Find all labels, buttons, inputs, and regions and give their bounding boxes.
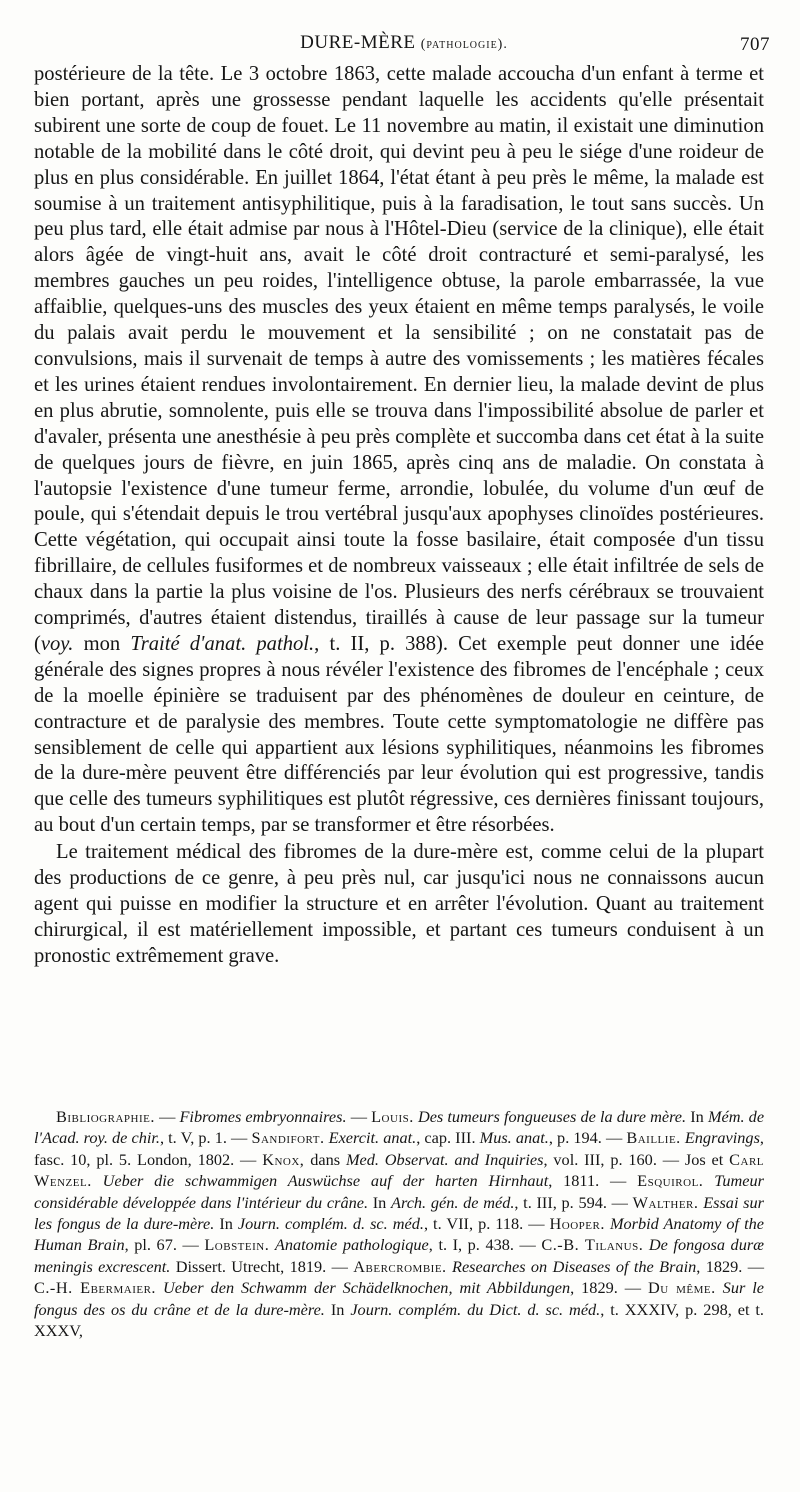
biblio-author: Hooper. <box>549 1214 605 1234</box>
page-header <box>34 30 774 60</box>
biblio-author: Du même. <box>647 1278 716 1298</box>
biblio-author: Walther. <box>632 1192 699 1212</box>
biblio-title: Mus. anat. <box>479 1128 549 1148</box>
running-title-sub: (pathologie). <box>420 37 508 52</box>
biblio-text: , t. XXXIV, p. 298, et t. XXXV, <box>34 1299 765 1341</box>
biblio-author: Carl Wenzel. <box>34 1149 765 1191</box>
biblio-author: Abercrombie. <box>353 1256 447 1276</box>
biblio-text: In <box>686 1107 708 1126</box>
biblio-text: , p. 194. — <box>548 1128 627 1148</box>
biblio-text: , cap. III. <box>416 1128 480 1148</box>
biblio-text: , 1811. — <box>548 1171 638 1191</box>
paragraph-1 <box>34 62 764 839</box>
biblio-title: Exercit. anat. <box>328 1128 417 1148</box>
biblio-text: , vol. III, p. 160. — Jos et <box>543 1149 730 1169</box>
biblio-title: Essai sur les fongus de la dure-mère. <box>34 1192 764 1234</box>
paragraph-1-part-1: postérieure de la tête. Le 3 octobre 1863, cette malade accoucha d'un enfant à terme et bien portant, après une grossesse pendant laquelle les accidents qu'elle présentait subirent une sorte de coup de fouet. Le 11 novembre au matin, il existait une diminution notable de la mobilité dans le côté droit, qui devint peu à peu le siége d'une roideur de plus en plus considérable. En juillet 1864, l'état étant à peu près le même, la malade est soumise à un traitement antisyphilitique, puis à la faradisation, le tout sans succès. Un peu plus tard, elle était admise par nous à l'Hôtel-Dieu (service de la clinique), elle était alors âgée de vingt-huit ans, avait le côté droit contracturé et semi-paralysé, les membres gauches un peu roides, l'intelligence obtuse, la parole embarrassée, la vue affaiblie, quelques-uns des muscles des yeux étaient en même temps paralysés, le voile du palais avait perdu le mouvement et la sensibilité ; on ne constatait pas de convulsions, mais il survenait de temps à autre des vomissements ; les matières fécales et les urines étaient rendues involontairement. En dernier lieu, la malade devint de plus en plus abrutie, somnolente, puis elle se trouva dans l'impossibilité absolue de parler et d'avaler, présenta une anesthésie à peu près complète et succomba dans cet état à la suite de quelques jours de fièvre, en juin 1865, après cinq ans de maladie. On constata à l'autopsie l'existence d'une tumeur ferme, arrondie, lobulée, du volume d'un œuf de poule, qui s'étendait depuis le trou vertébral jusqu'aux apophyses clinoïdes postérieures. Cette végétation, qui occupait ainsi toute la fosse basilaire, était composée d'un tissu fibrillaire, de cellules fusiformes et de nombreux vaisseaux ; elle était infiltrée de sels de chaux dans la partie la plus voisine de l'os. Plusieurs des nerfs cérébraux se trouvaient comprimés, d'autres étaient distendus, tiraillés à cause de leur passage sur la tumeur ( <box>34 63 764 655</box>
biblio-author: Esquirol. <box>637 1171 704 1191</box>
biblio-title: Arch. gén. de méd. <box>391 1192 515 1212</box>
biblio-text <box>156 1278 163 1297</box>
main-text <box>34 62 764 970</box>
biblio-title: Ueber die schwammigen Auswüchse auf der harten Hirnhaut <box>102 1171 549 1191</box>
biblio-title: Ueber den Schwamm der Schädelknochen, mit Abbildungen <box>162 1278 571 1298</box>
biblio-text: In <box>324 1299 351 1319</box>
biblio-title: De fongosa duræ meningis excrescent. <box>34 1235 765 1276</box>
biblio-text: , t. III, p. 594. — <box>514 1192 633 1212</box>
biblio-title: Mém. de l'Acad. roy. de chir. <box>34 1107 765 1148</box>
biblio-title: Engravings <box>684 1128 760 1148</box>
biblio-text: , pl. 67. — <box>124 1235 205 1255</box>
biblio-title: Tumeur considérable développée dans l'intérieur du crâne. <box>34 1171 764 1212</box>
bibliography <box>34 1106 764 1341</box>
paragraph-2: Le traitement médical des fibromes de la dure-mère est, comme celui de la plupart des productions de ce genre, à peu près nul, car jusqu'ici nous ne connaissons aucun agent qui puisse en modifier la structure et en arrêter l'évolution. Quant au traitement chirurgical, il est matériellement impossible, et partant ces tumeurs conduisent à un pronostic extrêmement grave. <box>34 841 764 967</box>
biblio-author: Sandifort. <box>251 1128 325 1148</box>
biblio-text: In <box>214 1214 238 1234</box>
biblio-author: Lobstein. <box>204 1235 270 1255</box>
biblio-title: Morbid Anatomy of the Human Brain <box>34 1214 764 1255</box>
biblio-text: , fasc. 10, pl. 5. London, 1802. — <box>34 1128 764 1169</box>
biblio-title: Anatomie pathologique <box>274 1235 429 1255</box>
page-number: 707 <box>740 34 770 55</box>
biblio-text: , 1829. — <box>570 1278 648 1298</box>
bibliography-paragraph <box>34 1106 764 1341</box>
biblio-text <box>716 1278 723 1297</box>
paragraph-1-part-2: , t. II, p. 388). Cet exemple peut donner une idée générale des signes propres à nous révéler l'existence des fibromes de l'encéphale ; ceux de la moelle épinière se traduisent par des phénomènes de douleur en ceinture, de contracture et de paralysie des membres. Toute cette symptomatologie ne diffère pas sensiblement de celle qui appartient aux lésions syphilitiques, néanmoins les fibromes de la dure-mère peuvent être différenciés par leur évolution qui est progressive, tandis que celle des tumeurs syphilitiques est plutôt régressive, ces dernières finissant toujours, au bout d'un certain temps, par se transformer et être résorbées. <box>34 632 764 837</box>
biblio-author: C.-H. Ebermaier. <box>34 1278 156 1298</box>
running-title-main: DURE-MÈRE <box>300 32 416 53</box>
biblio-title: Journ. complém. du Dict. d. sc. méd. <box>350 1299 601 1319</box>
biblio-text: , t. V, p. 1. — <box>159 1128 252 1148</box>
biblio-author: Louis. <box>371 1107 414 1126</box>
biblio-title: Researches on Diseases of the Brain <box>452 1256 697 1276</box>
biblio-title: Journ. complém. d. sc. méd. <box>237 1214 424 1234</box>
biblio-text: Dissert. Utrecht, 1819. — <box>170 1256 354 1276</box>
biblio-author: C.-B. Tilanus. <box>541 1235 644 1255</box>
biblio-text: , t. VII, p. 118. — <box>423 1214 550 1234</box>
biblio-heading: Bibliographie. <box>56 1107 155 1126</box>
traite-citation: Traité d'anat. pathol. <box>130 632 315 655</box>
biblio-author: Baillie. <box>626 1128 681 1148</box>
biblio-text: — <box>154 1107 180 1126</box>
biblio-text: — <box>346 1107 372 1126</box>
biblio-text <box>703 1171 714 1190</box>
biblio-text <box>92 1171 103 1190</box>
biblio-title: Fibromes embryonnaires. <box>179 1107 347 1126</box>
biblio-text: , t. I, p. 438. — <box>428 1235 542 1255</box>
voy-abbrev: voy. <box>40 632 74 655</box>
biblio-author: Knox, <box>262 1149 305 1169</box>
biblio-title: Sur le fongus des os du crâne et de la dure-mère. <box>34 1278 764 1319</box>
biblio-text: dans <box>304 1149 346 1169</box>
biblio-title: Med. Observat. and Inquiries <box>345 1149 544 1169</box>
biblio-text: In <box>368 1192 392 1212</box>
biblio-text: , 1829. — <box>696 1256 764 1276</box>
mon-word: mon <box>73 632 131 655</box>
running-title <box>34 32 774 54</box>
biblio-title: Des tumeurs fongueuses de la dure mère. <box>417 1107 687 1126</box>
